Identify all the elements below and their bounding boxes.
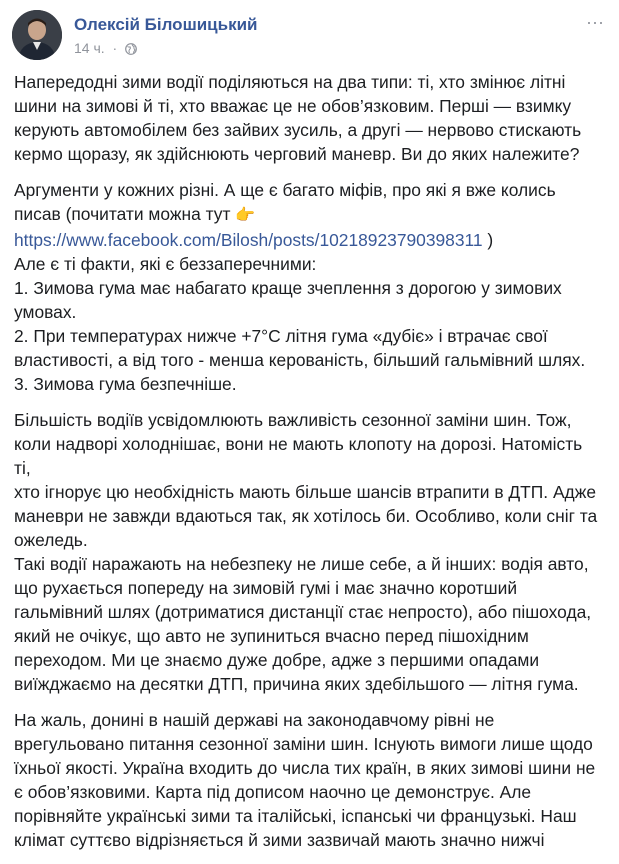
text-line: маневри не завжди вдаються так, як хотілось би. Особливо, коли сніг та: [14, 506, 598, 526]
text-line: 3. Зимова гума безпечніше.: [14, 374, 237, 394]
text-line: керують автомобілем без зайвих зусиль, а другі — нервово стискають: [14, 120, 582, 140]
text-line: шини на зимові й ті, хто вважає це не обов’язковим. Перші — взимку: [14, 96, 572, 116]
text-line: коли надворі холоднішає, вони не мають клопоту на дорозі. Натомість ті,: [14, 434, 583, 478]
text-line: Але є ті факти, які є беззаперечними:: [14, 254, 317, 274]
text-fragment: ): [482, 230, 494, 250]
text-line: Аргументи у кожних різні. А ще є багато міфів, про які я вже колись: [14, 180, 556, 200]
text-line: клімат суттєво відрізняється й зими зазвичай мають значно нижчі: [14, 830, 545, 850]
text-line: 1. Зимова гума має набагато краще зчеплення з дорогою у зимових: [14, 278, 562, 298]
text-line: який не очікує, що авто не зупиниться вчасно перед пішохідним: [14, 626, 529, 646]
text-line: ожеледь.: [14, 530, 88, 550]
text-line: порівняйте українські зими та італійські, іспанські чи французькі. Наш: [14, 806, 577, 826]
text-line: гальмівний шлях (дотриматися дистанції стає непросто), або пішохода,: [14, 602, 592, 622]
text-line: їхньої якості. Україна входить до числа тих країн, в яких зимові шини не: [14, 758, 596, 778]
text-line: властивості, а від того - менша керованість, більший гальмівний шлях.: [14, 350, 586, 370]
text-line: [14, 228, 602, 252]
text-fragment: писав (почитати можна тут: [14, 204, 236, 224]
post-timestamp[interactable]: 14 ч.: [74, 40, 105, 56]
text-line: умовах.: [14, 302, 77, 322]
post-meta: [74, 40, 137, 58]
text-line: Такі водії наражають на небезпеку не лише себе, а й інших: водія авто,: [14, 554, 589, 574]
text-line: Напередодні зими водії поділяються на два типи: ті, хто змінює літні: [14, 72, 566, 92]
text-line: кермо щоразу, як здійснюють черговий маневр. Ви до яких належите?: [14, 144, 580, 164]
text-line: виїжджаємо на десятки ДТП, причина яких здебільшого — літня гума.: [14, 674, 579, 694]
pointing-right-emoji-icon: 👉: [235, 207, 256, 224]
text-line: 2. При температурах нижче +7°С літня гума «дубіє» і втрачає свої: [14, 326, 548, 346]
post-header: [12, 10, 607, 62]
meta-separator: ·: [112, 40, 118, 56]
author-avatar[interactable]: [12, 10, 62, 60]
paragraph-1: [14, 70, 602, 166]
paragraph-4: [14, 708, 602, 852]
post-link[interactable]: https://www.facebook.com/Bilosh/posts/10218923790398311: [14, 230, 483, 250]
text-line: Більшість водіїв усвідомлюють важливість сезонної заміни шин. Тож,: [14, 410, 572, 430]
text-line: є обов’язковими. Карта під дописом наочно це демонструє. Але: [14, 782, 532, 802]
avatar-image: [12, 10, 62, 60]
text-line: хто ігнорує цю необхідність мають більше шансів втрапити в ДТП. Адже: [14, 482, 597, 502]
text-line: врегульовано питання сезонної заміни шин. Існують вимоги лише щодо: [14, 734, 593, 754]
paragraph-3: [14, 408, 602, 696]
post-body: [14, 70, 602, 864]
text-line: [14, 202, 602, 228]
more-options-icon[interactable]: ···: [586, 12, 604, 32]
text-line: що рухається попереду на зимовій гумі і має значно коротший: [14, 578, 518, 598]
globe-icon[interactable]: [125, 42, 137, 58]
author-name[interactable]: Олексій Білошицький: [74, 15, 258, 34]
text-line: На жаль, донині в нашій державі на законодавчому рівні не: [14, 710, 495, 730]
paragraph-2: [14, 178, 602, 396]
text-line: переходом. Ми це знаємо дуже добре, адже з першими опадами: [14, 650, 540, 670]
